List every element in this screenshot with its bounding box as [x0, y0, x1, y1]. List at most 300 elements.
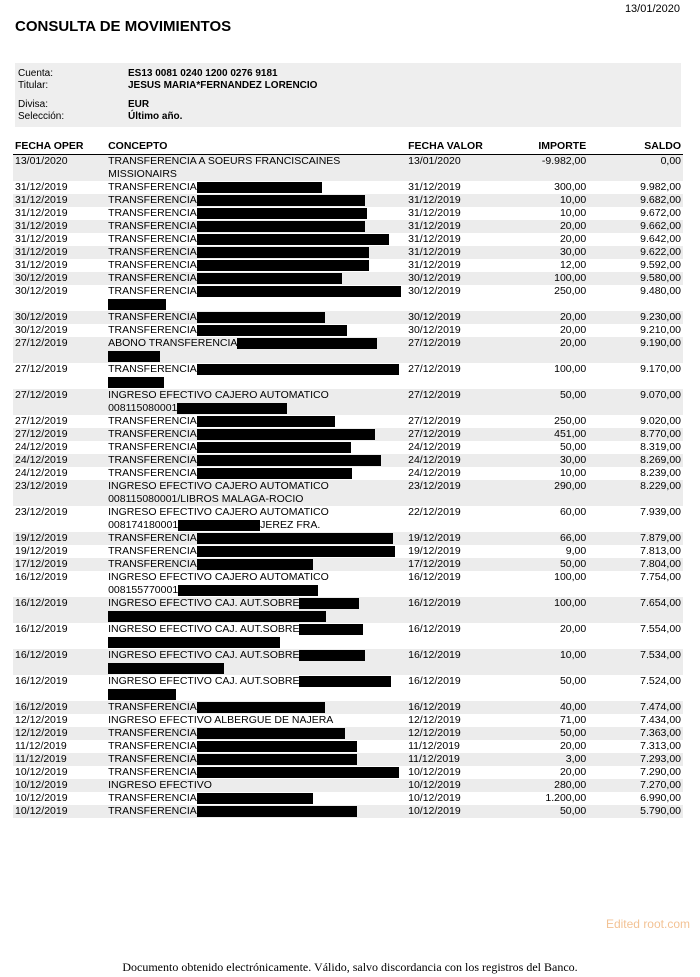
redaction-bar	[299, 624, 363, 635]
cell-importe: 9,00	[565, 545, 587, 557]
cell-importe: 451,00	[554, 428, 587, 440]
concept-text: TRANSFERENCIA	[108, 428, 197, 440]
movements-table	[13, 138, 683, 818]
table-row	[13, 480, 683, 506]
cell-fecha-oper: 27/12/2019	[15, 337, 68, 349]
redaction-bar	[197, 182, 322, 193]
cell-concepto	[106, 181, 406, 194]
redaction-bar	[197, 806, 357, 817]
cell-importe: 50,00	[559, 727, 587, 739]
concept-text-2: 008115080001/LIBROS MALAGA-ROCIO	[108, 493, 304, 505]
cell-fecha-valor: 31/12/2019	[408, 246, 461, 258]
cell-importe: 3,00	[565, 753, 587, 765]
redaction-bar	[197, 429, 375, 440]
table-row	[13, 389, 683, 415]
cell-fecha-oper: 10/12/2019	[15, 766, 68, 778]
cell-saldo: 9.982,00	[640, 181, 681, 193]
cell-saldo: 7.754,00	[640, 571, 681, 583]
cell-importe: 40,00	[559, 701, 587, 713]
cell-concepto	[106, 597, 406, 623]
cell-importe: 50,00	[559, 805, 587, 817]
concept-text-2: 008174180001	[108, 519, 179, 531]
table-row	[13, 285, 683, 311]
cell-fecha-oper: 17/12/2019	[15, 558, 68, 570]
redaction-bar	[237, 338, 377, 349]
cell-concepto	[106, 389, 406, 415]
redaction-bar	[108, 299, 166, 310]
cell-saldo: 5.790,00	[640, 805, 681, 817]
table-row	[13, 467, 683, 480]
cell-importe: 10,00	[559, 467, 587, 479]
cell-fecha-valor: 16/12/2019	[408, 649, 461, 661]
concept-text: TRANSFERENCIA	[108, 740, 197, 752]
cell-fecha-valor: 31/12/2019	[408, 194, 461, 206]
cell-saldo: 9.230,00	[640, 311, 681, 323]
cell-importe: 20,00	[559, 311, 587, 323]
cell-fecha-valor: 27/12/2019	[408, 415, 461, 427]
cell-saldo: 6.990,00	[640, 792, 681, 804]
cell-importe: 50,00	[559, 558, 587, 570]
cell-importe: 10,00	[559, 207, 587, 219]
table-row	[13, 259, 683, 272]
table-row	[13, 532, 683, 545]
redaction-bar	[108, 663, 224, 674]
cell-fecha-valor: 12/12/2019	[408, 714, 461, 726]
cell-concepto	[106, 714, 406, 727]
holder-name: JESUS MARIA*FERNANDEZ LORENCIO	[128, 80, 318, 91]
cell-saldo: 9.190,00	[640, 337, 681, 349]
table-row	[13, 415, 683, 428]
concept-text-2: 008155770001	[108, 584, 179, 596]
cell-concepto	[106, 285, 406, 311]
movements-body	[13, 155, 683, 819]
cell-saldo: 7.804,00	[640, 558, 681, 570]
redaction-bar	[177, 403, 287, 414]
cell-saldo: 9.210,00	[640, 324, 681, 336]
concept-text: INGRESO EFECTIVO CAJERO AUTOMATICO	[108, 389, 329, 401]
concept-text: INGRESO EFECTIVO CAJ. AUT.SOBRE	[108, 649, 300, 661]
cell-fecha-valor: 31/12/2019	[408, 207, 461, 219]
cell-fecha-oper: 24/12/2019	[15, 441, 68, 453]
cell-saldo: 8.239,00	[640, 467, 681, 479]
cell-fecha-valor: 11/12/2019	[408, 740, 460, 752]
watermark: Edited root.com	[605, 917, 690, 931]
document-date: 13/01/2020	[624, 3, 680, 15]
concept-line-2	[108, 584, 404, 597]
table-row	[13, 727, 683, 740]
cell-importe: 280,00	[554, 779, 587, 791]
cell-concepto	[106, 623, 406, 649]
concept-text: TRANSFERENCIA	[108, 194, 197, 206]
cell-fecha-valor: 16/12/2019	[408, 597, 461, 609]
cell-importe: 250,00	[554, 415, 587, 427]
cell-saldo: 7.363,00	[640, 727, 681, 739]
concept-line-2	[108, 662, 404, 675]
cell-fecha-oper: 12/12/2019	[15, 714, 68, 726]
cell-concepto	[106, 779, 406, 792]
cell-fecha-oper: 16/12/2019	[15, 649, 68, 661]
table-row	[13, 155, 683, 182]
cell-saldo: 9.642,00	[640, 233, 681, 245]
cell-importe: 20,00	[559, 623, 587, 635]
redaction-bar	[197, 793, 313, 804]
cell-concepto	[106, 415, 406, 428]
cell-fecha-valor: 11/12/2019	[408, 753, 460, 765]
cell-saldo: 9.020,00	[640, 415, 681, 427]
col-fecha-valor: FECHA VALOR	[406, 138, 489, 155]
cell-saldo: 9.672,00	[640, 207, 681, 219]
footer-note: Documento obtenido electrónicamente. Válido, salvo discordancia con los registros del Banco.	[122, 960, 578, 974]
cell-concepto	[106, 571, 406, 597]
concept-text: TRANSFERENCIA	[108, 792, 197, 804]
cell-fecha-valor: 10/12/2019	[408, 766, 461, 778]
cell-fecha-valor: 24/12/2019	[408, 441, 461, 453]
redaction-bar	[197, 442, 351, 453]
cell-saldo: 9.622,00	[640, 246, 681, 258]
cell-importe: 20,00	[559, 324, 587, 336]
concept-text: INGRESO EFECTIVO CAJERO AUTOMATICO	[108, 506, 329, 518]
cell-fecha-oper: 10/12/2019	[15, 805, 68, 817]
col-fecha-oper: FECHA OPER	[13, 138, 106, 155]
concept-text: TRANSFERENCIA	[108, 272, 197, 284]
cell-concepto	[106, 363, 406, 389]
concept-line-2	[108, 688, 404, 701]
cell-fecha-valor: 16/12/2019	[408, 623, 461, 635]
redaction-bar	[197, 273, 342, 284]
cell-fecha-valor: 24/12/2019	[408, 467, 461, 479]
cell-saldo: 8.770,00	[640, 428, 681, 440]
cell-saldo: 7.474,00	[640, 701, 681, 713]
cell-concepto	[106, 467, 406, 480]
concept-text: TRANSFERENCIA	[108, 532, 197, 544]
table-row	[13, 441, 683, 454]
cell-concepto	[106, 155, 406, 182]
redaction-bar	[197, 468, 352, 479]
cell-concepto	[106, 766, 406, 779]
cell-fecha-oper: 27/12/2019	[15, 363, 68, 375]
cell-fecha-oper: 23/12/2019	[15, 506, 68, 518]
redaction-bar	[197, 767, 399, 778]
col-concepto: CONCEPTO	[106, 138, 406, 155]
table-row	[13, 311, 683, 324]
redaction-bar	[108, 611, 326, 622]
table-row	[13, 233, 683, 246]
redaction-bar	[108, 689, 176, 700]
cell-fecha-valor: 12/12/2019	[408, 727, 461, 739]
cell-fecha-oper: 31/12/2019	[15, 259, 68, 271]
cell-saldo: 9.070,00	[640, 389, 681, 401]
cell-concepto	[106, 324, 406, 337]
cell-fecha-oper: 16/12/2019	[15, 571, 68, 583]
cell-fecha-valor: 27/12/2019	[408, 428, 461, 440]
concept-text: TRANSFERENCIA	[108, 220, 197, 232]
concept-text: TRANSFERENCIA	[108, 454, 197, 466]
cell-importe: 100,00	[554, 597, 587, 609]
cell-fecha-oper: 31/12/2019	[15, 220, 68, 232]
cell-fecha-valor: 13/01/2020	[408, 155, 461, 167]
cell-fecha-valor: 17/12/2019	[408, 558, 461, 570]
redaction-bar	[197, 195, 365, 206]
cell-fecha-valor: 31/12/2019	[408, 220, 461, 232]
cell-concepto	[106, 753, 406, 766]
cell-concepto	[106, 805, 406, 818]
cell-concepto	[106, 428, 406, 441]
cell-concepto	[106, 207, 406, 220]
cell-fecha-oper: 11/12/2019	[15, 740, 67, 752]
cell-fecha-valor: 31/12/2019	[408, 181, 461, 193]
table-row	[13, 246, 683, 259]
redaction-bar	[299, 598, 359, 609]
redaction-bar	[178, 585, 318, 596]
cell-concepto	[106, 272, 406, 285]
redaction-bar	[197, 260, 369, 271]
table-row	[13, 545, 683, 558]
cell-fecha-oper: 30/12/2019	[15, 285, 68, 297]
concept-text: TRANSFERENCIA	[108, 324, 197, 336]
cell-fecha-oper: 23/12/2019	[15, 480, 68, 492]
cell-importe: 100,00	[554, 571, 587, 583]
cell-fecha-oper: 31/12/2019	[15, 246, 68, 258]
col-importe: IMPORTE	[489, 138, 588, 155]
cell-fecha-oper: 31/12/2019	[15, 181, 68, 193]
concept-text: TRANSFERENCIA	[108, 363, 197, 375]
cell-concepto	[106, 311, 406, 324]
redaction-bar	[108, 377, 164, 388]
concept-text: TRANSFERENCIA	[108, 285, 197, 297]
cell-concepto	[106, 532, 406, 545]
cell-concepto	[106, 558, 406, 571]
cell-fecha-oper: 27/12/2019	[15, 428, 68, 440]
concept-line-2	[108, 519, 404, 532]
cell-fecha-oper: 27/12/2019	[15, 415, 68, 427]
cell-saldo: 7.313,00	[640, 740, 681, 752]
table-row	[13, 324, 683, 337]
cell-fecha-oper: 10/12/2019	[15, 779, 68, 791]
redaction-bar	[178, 520, 260, 531]
cell-saldo: 9.480,00	[640, 285, 681, 297]
cell-importe: 71,00	[559, 714, 587, 726]
cell-importe: 20,00	[559, 740, 587, 752]
cell-saldo: 8.229,00	[640, 480, 681, 492]
redaction-bar	[299, 676, 391, 687]
table-row	[13, 675, 683, 701]
cell-fecha-valor: 22/12/2019	[408, 506, 461, 518]
table-row	[13, 363, 683, 389]
table-row	[13, 740, 683, 753]
cell-fecha-valor: 16/12/2019	[408, 701, 461, 713]
cell-fecha-valor: 10/12/2019	[408, 805, 461, 817]
cell-concepto	[106, 233, 406, 246]
cell-saldo: 7.524,00	[640, 675, 681, 687]
concept-text: INGRESO EFECTIVO CAJERO AUTOMATICO	[108, 480, 329, 492]
concept-text: INGRESO EFECTIVO CAJERO AUTOMATICO	[108, 571, 329, 583]
concept-text: TRANSFERENCIA	[108, 415, 197, 427]
redaction-bar	[197, 221, 365, 232]
cell-importe: 20,00	[559, 766, 587, 778]
concept-text: TRANSFERENCIA	[108, 701, 197, 713]
concept-text: TRANSFERENCIA	[108, 181, 197, 193]
cell-concepto	[106, 220, 406, 233]
concept-text: TRANSFERENCIA	[108, 259, 197, 271]
concept-text: INGRESO EFECTIVO ALBERGUE DE NAJERA	[108, 714, 334, 726]
cell-fecha-oper: 11/12/2019	[15, 753, 67, 765]
cell-importe: 10,00	[559, 649, 587, 661]
cell-saldo: 9.170,00	[640, 363, 681, 375]
cell-fecha-oper: 30/12/2019	[15, 272, 68, 284]
cell-importe: 12,00	[559, 259, 587, 271]
cell-concepto	[106, 727, 406, 740]
table-row	[13, 181, 683, 194]
concept-line-2	[108, 298, 404, 311]
cell-fecha-oper: 24/12/2019	[15, 454, 68, 466]
concept-line-2	[108, 610, 404, 623]
table-row	[13, 220, 683, 233]
cell-concepto	[106, 441, 406, 454]
cell-concepto	[106, 480, 406, 506]
cell-fecha-oper: 19/12/2019	[15, 532, 68, 544]
table-header-row	[13, 138, 683, 155]
cell-importe: 1.200,00	[545, 792, 587, 804]
concept-text: TRANSFERENCIA	[108, 805, 197, 817]
table-row	[13, 779, 683, 792]
redaction-bar	[197, 416, 335, 427]
cell-importe: 50,00	[559, 675, 587, 687]
table-row	[13, 558, 683, 571]
cell-saldo: 8.269,00	[640, 454, 681, 466]
cell-fecha-oper: 16/12/2019	[15, 623, 68, 635]
cell-saldo: 7.654,00	[640, 597, 681, 609]
redaction-bar	[197, 546, 395, 557]
redaction-bar	[197, 247, 369, 258]
cell-concepto	[106, 740, 406, 753]
concept-line-2	[108, 493, 404, 506]
cell-fecha-oper: 10/12/2019	[15, 792, 68, 804]
cell-importe: 66,00	[559, 532, 587, 544]
cell-concepto	[106, 675, 406, 701]
cell-fecha-valor: 24/12/2019	[408, 454, 461, 466]
cell-saldo: 9.592,00	[640, 259, 681, 271]
redaction-bar	[197, 286, 401, 297]
cell-fecha-oper: 30/12/2019	[15, 311, 68, 323]
concept-text: INGRESO EFECTIVO	[108, 779, 212, 791]
cell-concepto	[106, 454, 406, 467]
cell-fecha-valor: 19/12/2019	[408, 545, 461, 557]
cell-concepto	[106, 701, 406, 714]
redaction-bar	[197, 559, 313, 570]
cell-importe: -9.982,00	[541, 155, 587, 167]
cell-fecha-oper: 24/12/2019	[15, 467, 68, 479]
cell-fecha-valor: 30/12/2019	[408, 285, 461, 297]
concept-text: TRANSFERENCIA	[108, 246, 197, 258]
cell-fecha-oper: 31/12/2019	[15, 194, 68, 206]
cell-importe: 20,00	[559, 337, 587, 349]
concept-text: TRANSFERENCIA A SOEURS FRANCISCAINES	[108, 155, 341, 167]
cell-importe: 100,00	[554, 272, 587, 284]
cell-importe: 30,00	[559, 454, 587, 466]
concept-text: ABONO TRANSFERENCIA	[108, 337, 238, 349]
cell-fecha-oper: 31/12/2019	[15, 233, 68, 245]
cell-importe: 300,00	[554, 181, 587, 193]
redaction-bar	[197, 455, 381, 466]
concept-text: TRANSFERENCIA	[108, 467, 197, 479]
cell-fecha-oper: 19/12/2019	[15, 545, 68, 557]
concept-text: TRANSFERENCIA	[108, 766, 197, 778]
table-row	[13, 753, 683, 766]
table-row	[13, 649, 683, 675]
selection-label: Selección:	[18, 111, 65, 122]
cell-fecha-oper: 31/12/2019	[15, 207, 68, 219]
concept-text: TRANSFERENCIA	[108, 233, 197, 245]
account-info-panel	[15, 63, 681, 127]
cell-fecha-oper: 16/12/2019	[15, 597, 68, 609]
currency-value: EUR	[128, 99, 150, 110]
cell-importe: 290,00	[554, 480, 587, 492]
concept-line-2	[108, 376, 404, 389]
cell-saldo: 9.662,00	[640, 220, 681, 232]
table-row	[13, 701, 683, 714]
cell-importe: 30,00	[559, 246, 587, 258]
table-row	[13, 506, 683, 532]
table-row	[13, 337, 683, 363]
concept-text: TRANSFERENCIA	[108, 753, 197, 765]
page-title: CONSULTA DE MOVIMIENTOS	[15, 18, 232, 35]
cell-saldo: 7.534,00	[640, 649, 681, 661]
cell-saldo: 0,00	[660, 155, 681, 167]
concept-text: INGRESO EFECTIVO CAJ. AUT.SOBRE	[108, 597, 300, 609]
cell-saldo: 7.813,00	[640, 545, 681, 557]
concept-text: TRANSFERENCIA	[108, 727, 197, 739]
cell-fecha-valor: 27/12/2019	[408, 337, 461, 349]
table-row	[13, 428, 683, 441]
cell-fecha-valor: 27/12/2019	[408, 389, 461, 401]
holder-label: Titular:	[18, 80, 49, 91]
table-row	[13, 207, 683, 220]
cell-fecha-valor: 31/12/2019	[408, 233, 461, 245]
concept-text: TRANSFERENCIA	[108, 558, 197, 570]
cell-importe: 250,00	[554, 285, 587, 297]
cell-fecha-valor: 19/12/2019	[408, 532, 461, 544]
cell-saldo: 9.682,00	[640, 194, 681, 206]
redaction-bar	[197, 754, 357, 765]
cell-concepto	[106, 792, 406, 805]
concept-line-2	[108, 168, 404, 181]
table-row	[13, 571, 683, 597]
currency-label: Divisa:	[18, 99, 49, 110]
redaction-bar	[197, 208, 367, 219]
selection-value: Último año.	[128, 111, 183, 122]
cell-fecha-valor: 23/12/2019	[408, 480, 461, 492]
concept-text-2: 008115080001	[108, 402, 178, 414]
redaction-bar	[197, 312, 325, 323]
cell-saldo: 8.319,00	[640, 441, 681, 453]
cell-concepto	[106, 194, 406, 207]
table-row	[13, 454, 683, 467]
concept-text: INGRESO EFECTIVO CAJ. AUT.SOBRE	[108, 675, 300, 687]
cell-fecha-valor: 16/12/2019	[408, 675, 461, 687]
redaction-bar	[108, 637, 280, 648]
cell-saldo: 7.270,00	[640, 779, 681, 791]
table-row	[13, 272, 683, 285]
cell-saldo: 7.293,00	[640, 753, 681, 765]
concept-text: TRANSFERENCIA	[108, 545, 197, 557]
cell-importe: 20,00	[559, 233, 587, 245]
cell-fecha-valor: 27/12/2019	[408, 363, 461, 375]
cell-saldo: 7.554,00	[640, 623, 681, 635]
cell-concepto	[106, 545, 406, 558]
cell-importe: 60,00	[559, 506, 587, 518]
concept-text: TRANSFERENCIA	[108, 441, 197, 453]
redaction-bar	[299, 650, 365, 661]
